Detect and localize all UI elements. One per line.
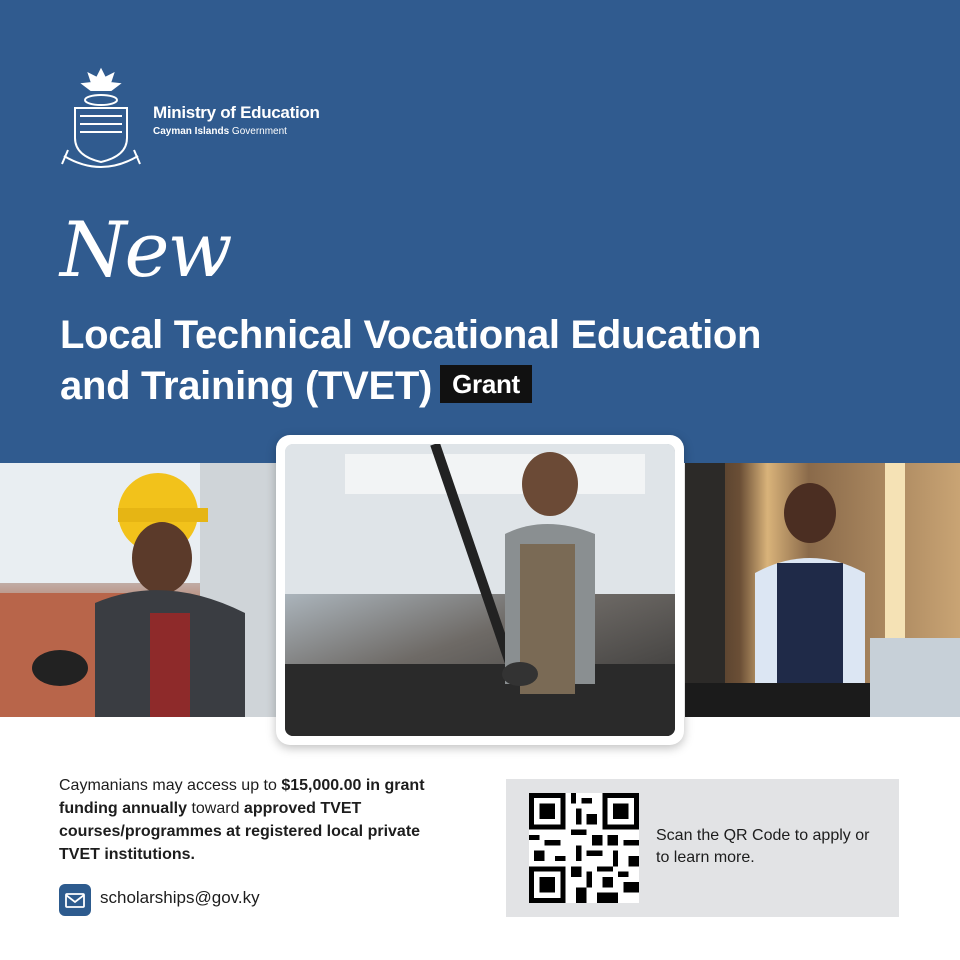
- header-banner: [0, 0, 960, 463]
- qr-panel: [506, 779, 899, 917]
- mail-icon: [59, 884, 91, 916]
- ministry-name: Ministry of Education: [153, 103, 320, 122]
- mechanic-photo: [285, 444, 675, 736]
- government-name: Cayman Islands Government: [153, 126, 287, 137]
- mechanic-photo-frame: [276, 435, 684, 745]
- headline-line2: and Training (TVET) Grant: [60, 361, 920, 412]
- headline-line1: Local Technical Vocational Education: [60, 313, 762, 357]
- qr-instructions: Scan the QR Code to apply or to learn more.: [656, 827, 870, 866]
- construction-worker-photo: [0, 463, 278, 717]
- new-script-title: New: [60, 205, 231, 294]
- qr-code-icon[interactable]: [529, 793, 639, 903]
- email-link[interactable]: scholarships@gov.ky: [100, 888, 260, 907]
- headline: [60, 310, 920, 412]
- grant-description: Caymanians may access up to $15,000.00 in grant funding annually toward approved TVET courses/programmes at registered local private TVET institutions.: [59, 777, 425, 863]
- grant-badge: Grant: [440, 365, 532, 403]
- receptionist-photo: [685, 463, 960, 717]
- coat-of-arms-icon: [58, 66, 144, 174]
